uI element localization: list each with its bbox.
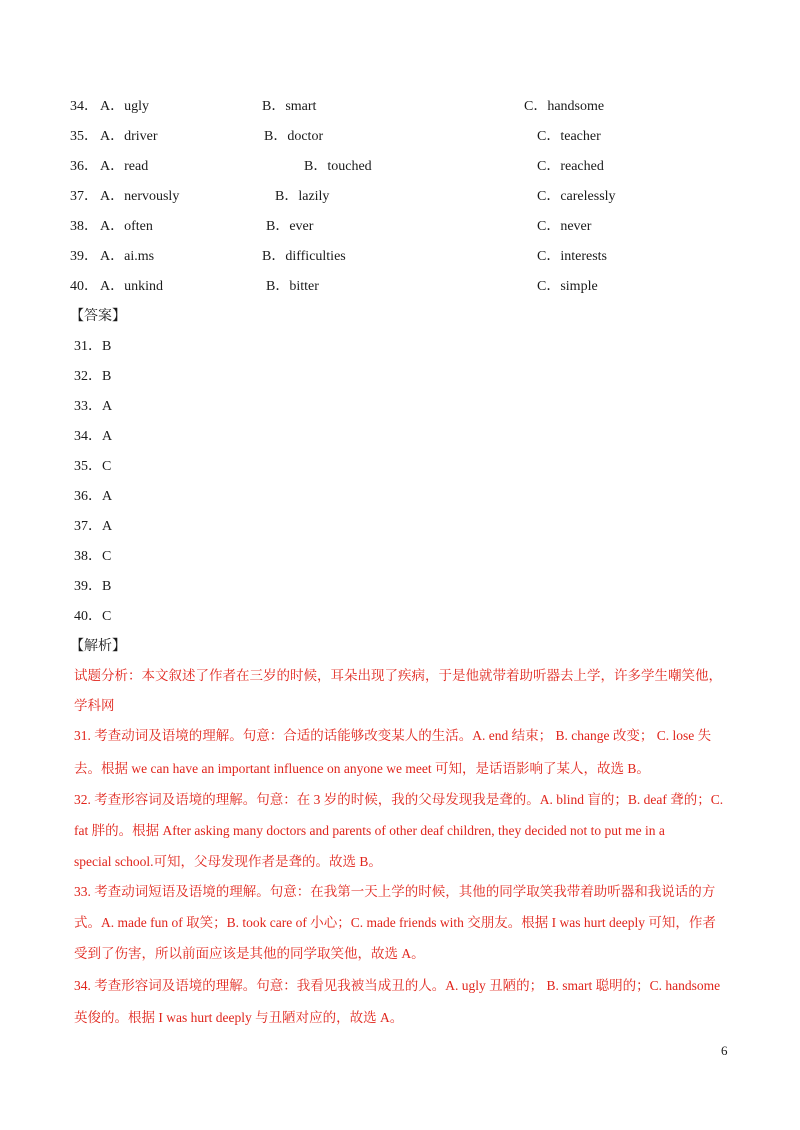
question-row xyxy=(0,126,800,148)
option-c: C．handsome xyxy=(524,99,605,114)
answer-item: 39．B xyxy=(74,579,112,594)
question-row xyxy=(0,246,800,268)
answer-item: 40．C xyxy=(74,609,112,624)
option-b: B．bitter xyxy=(266,279,319,294)
analysis-line: 33. 考查动词短语及语境的理解。句意：在我第一天上学的时候，其他的同学取笑我带着助听器和我说话的方 xyxy=(74,884,716,899)
option-b: B．difficulties xyxy=(262,249,346,264)
option-a: A．read xyxy=(100,159,149,174)
analysis-heading: 【解析】 xyxy=(70,639,126,654)
question-row xyxy=(0,96,800,118)
analysis-line: special school.可知，父母发现作者是聋的。故选 B。 xyxy=(74,854,382,869)
analysis-line: 受到了伤害，所以前面应该是其他的同学取笑他，故选 A。 xyxy=(74,946,425,961)
option-a: A．often xyxy=(100,219,153,234)
analysis-line: 34. 考查形容词及语境的理解。句意：我看见我被当成丑的人。A. ugly 丑陋的； B. smart 聪明的；C. handsome xyxy=(74,978,721,993)
question-number: 39． xyxy=(70,249,98,264)
answer-item: 35．C xyxy=(74,459,112,474)
analysis-line: 试题分析：本文叙述了作者在三岁的时候，耳朵出现了疾病，于是他就带着助听器去上学，许多学生嘲笑他， xyxy=(74,668,722,683)
question-row xyxy=(0,276,800,298)
answer-heading: 【答案】 xyxy=(70,309,126,324)
option-c: C．interests xyxy=(537,249,607,264)
option-b: B．smart xyxy=(262,99,317,114)
answer-item: 38．C xyxy=(74,549,112,564)
option-a: A．unkind xyxy=(100,279,163,294)
option-c: C．simple xyxy=(537,279,598,294)
question-number: 37． xyxy=(70,189,98,204)
question-number: 40． xyxy=(70,279,98,294)
question-number: 38． xyxy=(70,219,98,234)
option-a: A．ugly xyxy=(100,99,149,114)
analysis-line: 英俊的。根据 I was hurt deeply 与丑陋对应的，故选 A。 xyxy=(74,1010,404,1025)
analysis-line: 去。根据 we can have an important influence on anyone we meet 可知，是话语影响了某人，故选 B。 xyxy=(74,761,650,776)
question-row xyxy=(0,216,800,238)
analysis-line: 32. 考查形容词及语境的理解。句意：在 3 岁的时候，我的父母发现我是聋的。A. blind 盲的；B. deaf 聋的；C. xyxy=(74,792,724,807)
option-b: B．touched xyxy=(304,159,372,174)
option-a: A．nervously xyxy=(100,189,180,204)
question-number: 34． xyxy=(70,99,98,114)
option-c: C．never xyxy=(537,219,592,234)
option-b: B．lazily xyxy=(275,189,330,204)
answer-item: 34．A xyxy=(74,429,113,444)
answer-item: 31．B xyxy=(74,339,112,354)
question-number: 35． xyxy=(70,129,98,144)
answer-item: 33．A xyxy=(74,399,113,414)
option-b: B．ever xyxy=(266,219,314,234)
analysis-line: 31. 考查动词及语境的理解。句意：合适的话能够改变某人的生活。A. end 结束； B. change 改变； C. lose 失 xyxy=(74,728,712,743)
question-row xyxy=(0,186,800,208)
question-row xyxy=(0,156,800,178)
option-a: A．driver xyxy=(100,129,158,144)
page-number: 6 xyxy=(721,1043,728,1058)
analysis-line: 学科网 xyxy=(74,698,115,713)
answer-item: 37．A xyxy=(74,519,113,534)
option-c: C．reached xyxy=(537,159,604,174)
option-c: C．carelessly xyxy=(537,189,616,204)
analysis-line: 式。A. made fun of 取笑；B. took care of 小心；C. made friends with 交朋友。根据 I was hurt deeply 可知，作者 xyxy=(74,915,716,930)
option-a: A．ai.ms xyxy=(100,249,155,264)
option-b: B．doctor xyxy=(264,129,324,144)
answer-item: 36．A xyxy=(74,489,113,504)
analysis-line: fat 胖的。根据 After asking many doctors and parents of other deaf children, they decided not to put me in a xyxy=(74,823,665,838)
answer-item: 32．B xyxy=(74,369,112,384)
option-c: C．teacher xyxy=(537,129,601,144)
question-number: 36． xyxy=(70,159,98,174)
